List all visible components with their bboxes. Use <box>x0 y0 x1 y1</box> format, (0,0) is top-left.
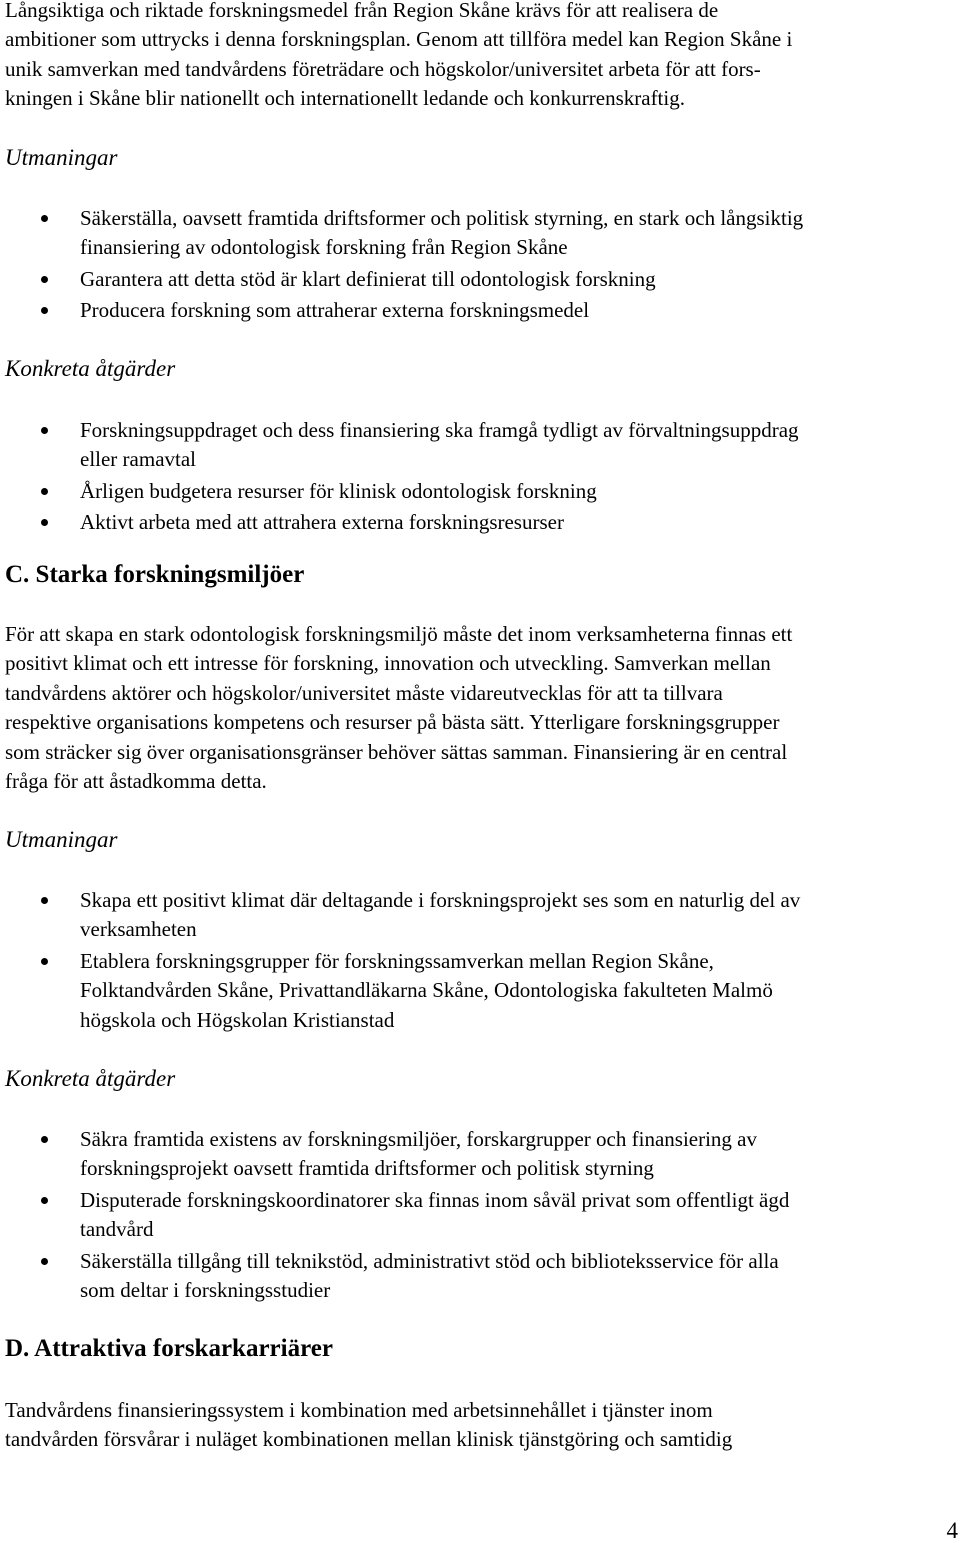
text-line: Forskningsuppdraget och dess finansiering ska framgå tydligt av förvaltningsuppdrag <box>80 418 799 442</box>
bullet-icon <box>41 519 48 526</box>
section-c-actions-heading: Konkreta åtgärder <box>5 1066 176 1091</box>
section-c-heading: C. Starka forskningsmiljöer <box>5 561 305 588</box>
bullet-icon <box>41 307 48 314</box>
list-item <box>0 886 960 945</box>
text-line: tandvård <box>80 1217 154 1242</box>
text-line: Garantera att detta stöd är klart definierat till odontologisk forskning <box>80 266 656 291</box>
list-item <box>0 947 960 1035</box>
actions-heading: Konkreta åtgärder <box>5 356 176 381</box>
section-c-paragraph <box>5 620 955 796</box>
text-line: kningen i Skåne blir nationellt och internationellt ledande och konkurrenskraftig. <box>5 86 685 111</box>
bullet-icon <box>41 276 48 283</box>
bullet-icon <box>41 215 48 222</box>
list-item <box>0 477 960 506</box>
section-c-actions-list <box>0 1125 960 1307</box>
bullet-icon <box>41 1258 48 1265</box>
page-number: 4 <box>946 1518 958 1543</box>
text-line: Säkerställa tillgång till teknikstöd, administrativt stöd och biblioteksservice för alla <box>80 1248 779 1273</box>
text-line: Disputerade forskningskoordinatorer ska finnas inom såväl privat som offentligt ägd <box>80 1187 790 1212</box>
section-d-paragraph <box>5 1396 955 1455</box>
text-line: unik samverkan med tandvårdens företrädare och högskolor/universitet arbeta för att fors- <box>5 56 761 81</box>
challenges-heading: Utmaningar <box>5 145 118 170</box>
list-item <box>0 1247 960 1306</box>
bullet-icon <box>41 488 48 495</box>
bullet-icon <box>41 427 48 434</box>
text-line: högskola och Högskolan Kristianstad <box>80 1007 395 1032</box>
list-item <box>0 1125 960 1184</box>
actions-list <box>0 416 960 540</box>
text-line: respektive organisations kompetens och resurser på bästa sätt. Ytterligare forskningsgrupper <box>5 710 780 735</box>
text-line: Aktivt arbeta med att attrahera externa forskningsresurser <box>80 510 564 535</box>
text-line: Skapa ett positivt klimat där deltagande i forskningsprojekt ses som en naturlig del av <box>80 888 801 912</box>
section-c-challenges-heading: Utmaningar <box>5 827 118 852</box>
text-line: forskningsprojekt oavsett framtida driftsformer och politisk styrning <box>80 1156 654 1181</box>
text-line: Långsiktiga och riktade forskningsmedel från Region Skåne krävs för att realisera de <box>5 0 719 22</box>
text-line: tandvårdens aktörer och högskolor/universitet måste vidareutvecklas för att ta tillvara <box>5 680 723 705</box>
bullet-icon <box>41 958 48 965</box>
text-line: fråga för att åstadkomma detta. <box>5 769 267 794</box>
text-line: Säkra framtida existens av forskningsmiljöer, forskargrupper och finansiering av <box>80 1127 757 1151</box>
text-line: Tandvårdens finansieringssystem i kombination med arbetsinnehållet i tjänster inom <box>5 1398 713 1422</box>
bullet-icon <box>41 897 48 904</box>
text-line: eller ramavtal <box>80 447 197 472</box>
list-item <box>0 296 960 325</box>
list-item <box>0 204 960 263</box>
text-line: som sträcker sig över organisationsgränser behöver sättas samman. Finansiering är en central <box>5 739 788 764</box>
bullet-icon <box>41 1197 48 1204</box>
list-item <box>0 265 960 294</box>
list-item <box>0 1186 960 1245</box>
section-d-heading: D. Attraktiva forskarkarriärer <box>5 1335 333 1362</box>
text-line: verksamheten <box>80 917 197 942</box>
text-line: Etablera forskningsgrupper för forskningssamverkan mellan Region Skåne, <box>80 948 714 973</box>
intro-paragraph <box>5 0 955 114</box>
challenges-list <box>0 204 960 328</box>
text-line: Producera forskning som attraherar externa forskningsmedel <box>80 298 590 323</box>
text-line: ambitioner som uttrycks i denna forskningsplan. Genom att tillföra medel kan Region Skåne i <box>5 27 793 52</box>
text-line: positivt klimat och ett intresse för forskning, innovation och utveckling. Samverkan mellan <box>5 651 771 676</box>
text-line: tandvården försvårar i nuläget kombinationen mellan klinisk tjänstgöring och samtidig <box>5 1427 733 1452</box>
text-line: För att skapa en stark odontologisk forskningsmiljö måste det inom verksamheterna finnas ett <box>5 622 793 646</box>
list-item <box>0 416 960 475</box>
text-line: Årligen budgetera resurser för klinisk odontologisk forskning <box>80 478 597 503</box>
list-item <box>0 508 960 537</box>
text-line: finansiering av odontologisk forskning från Region Skåne <box>80 235 568 260</box>
text-line: som deltar i forskningsstudier <box>80 1278 331 1303</box>
text-line: Säkerställa, oavsett framtida driftsformer och politisk styrning, en stark och långsiktig <box>80 206 804 230</box>
bullet-icon <box>41 1136 48 1143</box>
section-c-challenges-list <box>0 886 960 1037</box>
text-line: Folktandvården Skåne, Privattandläkarna Skåne, Odontologiska fakulteten Malmö <box>80 978 773 1003</box>
